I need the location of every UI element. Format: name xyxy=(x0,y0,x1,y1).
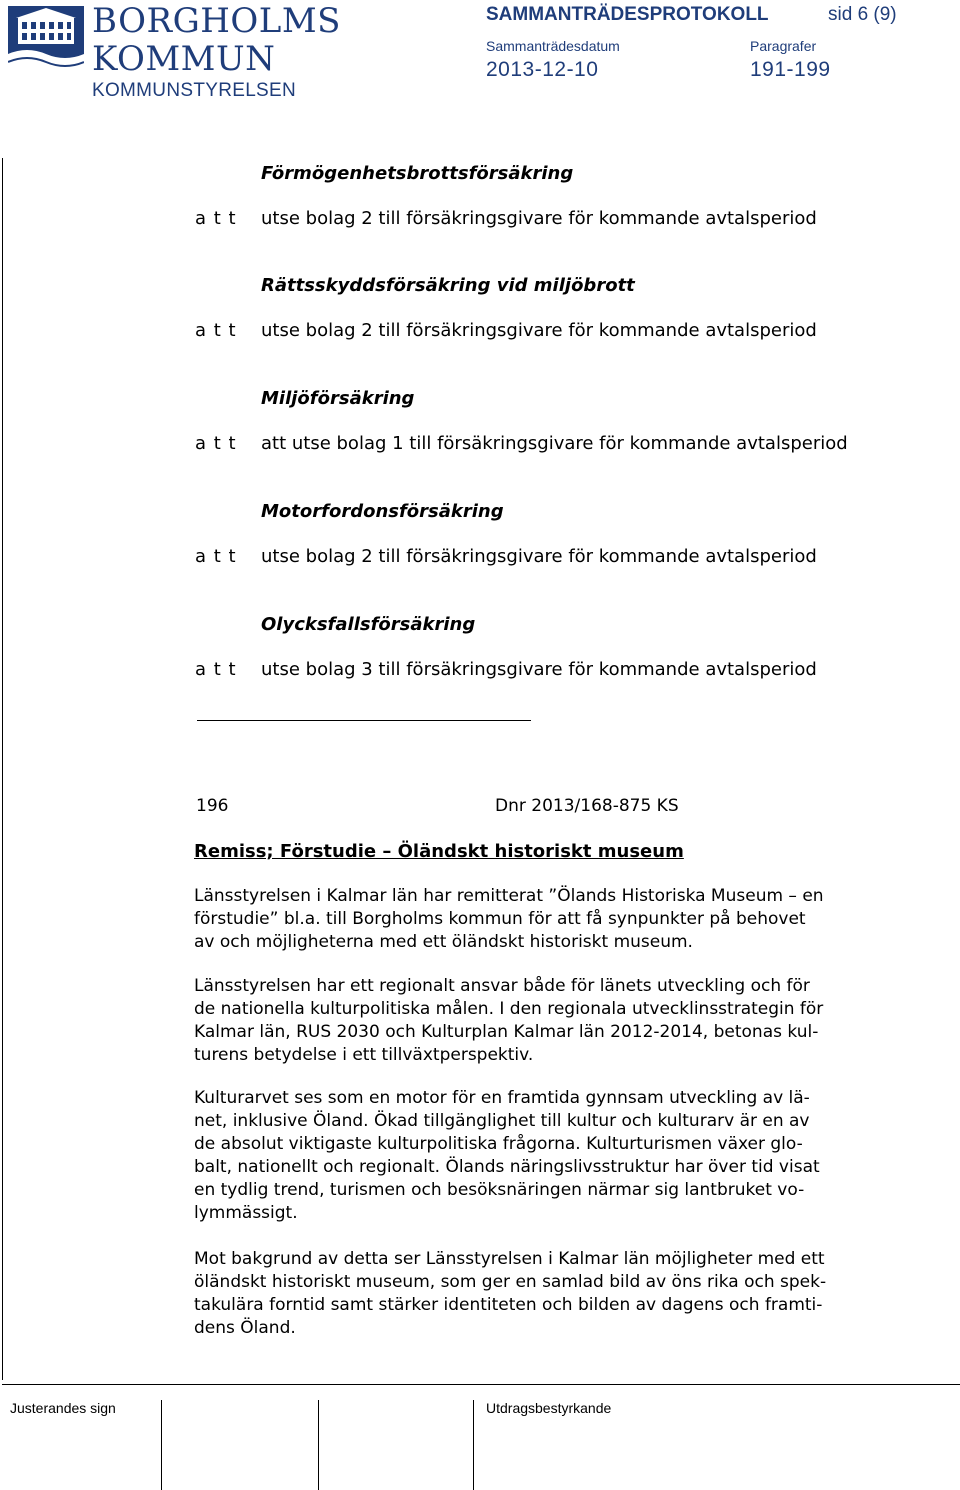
insurance-heading: Rättsskyddsförsäkring vid miljöbrott xyxy=(261,275,635,296)
logo-wordmark-line1: BORGHOLMS xyxy=(92,1,341,41)
signature-box-divider xyxy=(161,1400,162,1490)
insurance-heading: Olycksfallsförsäkring xyxy=(261,614,476,635)
item-title: Remiss; Förstudie – Öländskt historiskt museum xyxy=(194,841,684,862)
body-paragraph: Länsstyrelsen i Kalmar län har remitterat ”Ölands Historiska Museum – en förstudie” bl.a. till Borgholms kommun för att få synpunkter på behovet av och möjligheterna med ett öländskt historiskt museum. xyxy=(194,886,824,952)
decision-att: a t t xyxy=(195,546,237,567)
signature-box-divider xyxy=(318,1400,319,1490)
department-name: KOMMUNSTYRELSEN xyxy=(92,80,297,101)
paragraphs-value: 191-199 xyxy=(750,58,831,81)
body-paragraph: Länsstyrelsen har ett regionalt ansvar både för länets utveckling och för de nationella kulturpolitiska målen. I den regionala utvecklinsstrategin för Kalmar län, RUS 2030 och Kulturplan Kalmar län 2012-2014, betonas kul- turens betydelse i ett tillväxtperspektiv. xyxy=(194,976,824,1065)
diary-number: Dnr 2013/168-875 KS xyxy=(495,796,679,816)
paragraph-number: 196 xyxy=(196,796,229,816)
document-title: SAMMANTRÄDESPROTOKOLL xyxy=(486,4,769,25)
left-margin-rule xyxy=(2,158,3,1380)
decision-att: a t t xyxy=(195,433,237,454)
decision-att: a t t xyxy=(195,659,237,680)
municipality-crest-icon xyxy=(8,6,84,72)
insurance-heading: Förmögenhetsbrottsförsäkring xyxy=(261,163,574,184)
decision-text: att utse bolag 1 till försäkringsgivare för kommande avtalsperiod xyxy=(261,433,848,454)
footer-rule xyxy=(2,1384,960,1385)
decision-text: utse bolag 2 till försäkringsgivare för kommande avtalsperiod xyxy=(261,208,817,229)
extract-certification-label: Utdragsbestyrkande xyxy=(486,1400,612,1416)
paragraphs-label: Paragrafer xyxy=(750,38,817,54)
adjuster-signature-label: Justerandes sign xyxy=(10,1400,116,1416)
logo-wordmark-line2: KOMMUN xyxy=(92,39,276,79)
signature-box-divider xyxy=(473,1400,474,1490)
insurance-heading: Motorfordonsförsäkring xyxy=(261,501,504,522)
section-divider xyxy=(197,720,531,721)
body-paragraph: Mot bakgrund av detta ser Länsstyrelsen i Kalmar län möjligheter med ett öländskt historiskt museum, som ger en samlad bild av öns rika och spek- takulära forntid samt stärker identiteten och bilden av dagens och framti- dens Öland. xyxy=(194,1249,827,1338)
decision-text: utse bolag 3 till försäkringsgivare för kommande avtalsperiod xyxy=(261,659,817,680)
meeting-date-label: Sammanträdesdatum xyxy=(486,38,620,54)
meeting-date-value: 2013-12-10 xyxy=(486,58,599,81)
insurance-heading: Miljöförsäkring xyxy=(261,388,415,409)
body-paragraph: Kulturarvet ses som en motor för en framtida gynnsam utveckling av lä- net, inklusive Öland. Ökad tillgänglighet till kultur och kulturarv är en av de absolut viktigaste kulturpolitiska frågorna. Kulturturismen växer glo- balt, nationellt och regionalt. Ölands näringslivsstruktur har över tid visat en tydlig trend, turismen och besöksnäringen närmar sig lantbruket vo- lymmässigt. xyxy=(194,1088,820,1223)
decision-text: utse bolag 2 till försäkringsgivare för kommande avtalsperiod xyxy=(261,320,817,341)
decision-att: a t t xyxy=(195,320,237,341)
page-number: sid 6 (9) xyxy=(828,4,897,25)
decision-att: a t t xyxy=(195,208,237,229)
decision-text: utse bolag 2 till försäkringsgivare för kommande avtalsperiod xyxy=(261,546,817,567)
